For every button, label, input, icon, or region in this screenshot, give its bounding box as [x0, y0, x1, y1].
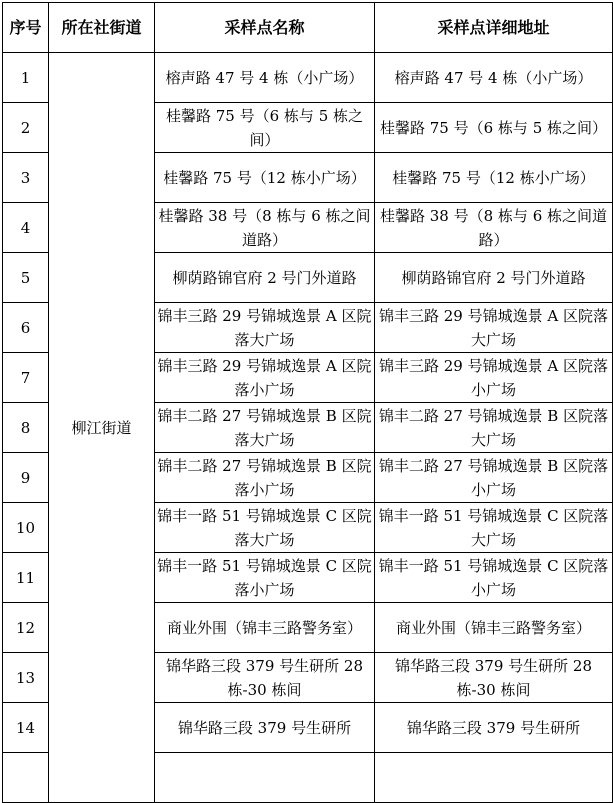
row-name: 锦华路三段 379 号生研所 28 栋-30 栋间	[155, 653, 375, 703]
table-row	[3, 53, 613, 103]
header-street: 所在社街道	[49, 3, 155, 53]
row-address: 商业外围（锦丰三路警务室）	[375, 603, 613, 653]
row-address: 锦丰三路 29 号锦城逸景 A 区院落小广场	[375, 353, 613, 403]
row-name: 榕声路 47 号 4 栋（小广场）	[155, 53, 375, 103]
row-name: 桂馨路 75 号（12 栋小广场）	[155, 153, 375, 203]
row-index: 10	[3, 503, 49, 553]
row-address: 锦华路三段 379 号生研所	[375, 703, 613, 753]
row-address: 锦丰一路 51 号锦城逸景 C 区院落小广场	[375, 553, 613, 603]
header-address: 采样点详细地址	[375, 3, 613, 53]
row-name: 锦丰二路 27 号锦城逸景 B 区院落大广场	[155, 403, 375, 453]
row-name: 柳荫路锦官府 2 号门外道路	[155, 253, 375, 303]
row-address: 柳荫路锦官府 2 号门外道路	[375, 253, 613, 303]
sampling-points-table	[2, 2, 613, 803]
row-index: 3	[3, 153, 49, 203]
row-name: 桂馨路 75 号（6 栋与 5 栋之间）	[155, 103, 375, 153]
row-index: 12	[3, 603, 49, 653]
row-address: 桂馨路 75 号（12 栋小广场）	[375, 153, 613, 203]
row-address: 锦丰一路 51 号锦城逸景 C 区院落大广场	[375, 503, 613, 553]
row-index: 13	[3, 653, 49, 703]
row-name: 桂馨路 38 号（8 栋与 6 栋之间道路）	[155, 203, 375, 253]
row-index: 5	[3, 253, 49, 303]
row-address	[375, 753, 613, 803]
row-name: 锦丰一路 51 号锦城逸景 C 区院落小广场	[155, 553, 375, 603]
row-name: 锦丰三路 29 号锦城逸景 A 区院落小广场	[155, 353, 375, 403]
row-index: 11	[3, 553, 49, 603]
row-name: 锦丰一路 51 号锦城逸景 C 区院落大广场	[155, 503, 375, 553]
row-index: 1	[3, 53, 49, 103]
table-header-row	[3, 3, 613, 53]
row-name: 锦丰三路 29 号锦城逸景 A 区院落大广场	[155, 303, 375, 353]
row-index: 8	[3, 403, 49, 453]
row-name: 锦华路三段 379 号生研所	[155, 703, 375, 753]
row-index: 4	[3, 203, 49, 253]
header-name: 采样点名称	[155, 3, 375, 53]
row-address: 锦华路三段 379 号生研所 28 栋-30 栋间	[375, 653, 613, 703]
street-cell: 柳江街道	[49, 53, 155, 803]
row-index: 6	[3, 303, 49, 353]
row-name	[155, 753, 375, 803]
row-address: 锦丰二路 27 号锦城逸景 B 区院落大广场	[375, 403, 613, 453]
row-index: 9	[3, 453, 49, 503]
row-address: 锦丰二路 27 号锦城逸景 B 区院落小广场	[375, 453, 613, 503]
row-index: 14	[3, 703, 49, 753]
row-address: 桂馨路 75 号（6 栋与 5 栋之间）	[375, 103, 613, 153]
row-index	[3, 753, 49, 803]
row-index: 7	[3, 353, 49, 403]
row-name: 商业外围（锦丰三路警务室）	[155, 603, 375, 653]
row-address: 锦丰三路 29 号锦城逸景 A 区院落大广场	[375, 303, 613, 353]
row-name: 锦丰二路 27 号锦城逸景 B 区院落小广场	[155, 453, 375, 503]
row-address: 榕声路 47 号 4 栋（小广场）	[375, 53, 613, 103]
row-index: 2	[3, 103, 49, 153]
header-index: 序号	[3, 3, 49, 53]
row-address: 桂馨路 38 号（8 栋与 6 栋之间道路）	[375, 203, 613, 253]
